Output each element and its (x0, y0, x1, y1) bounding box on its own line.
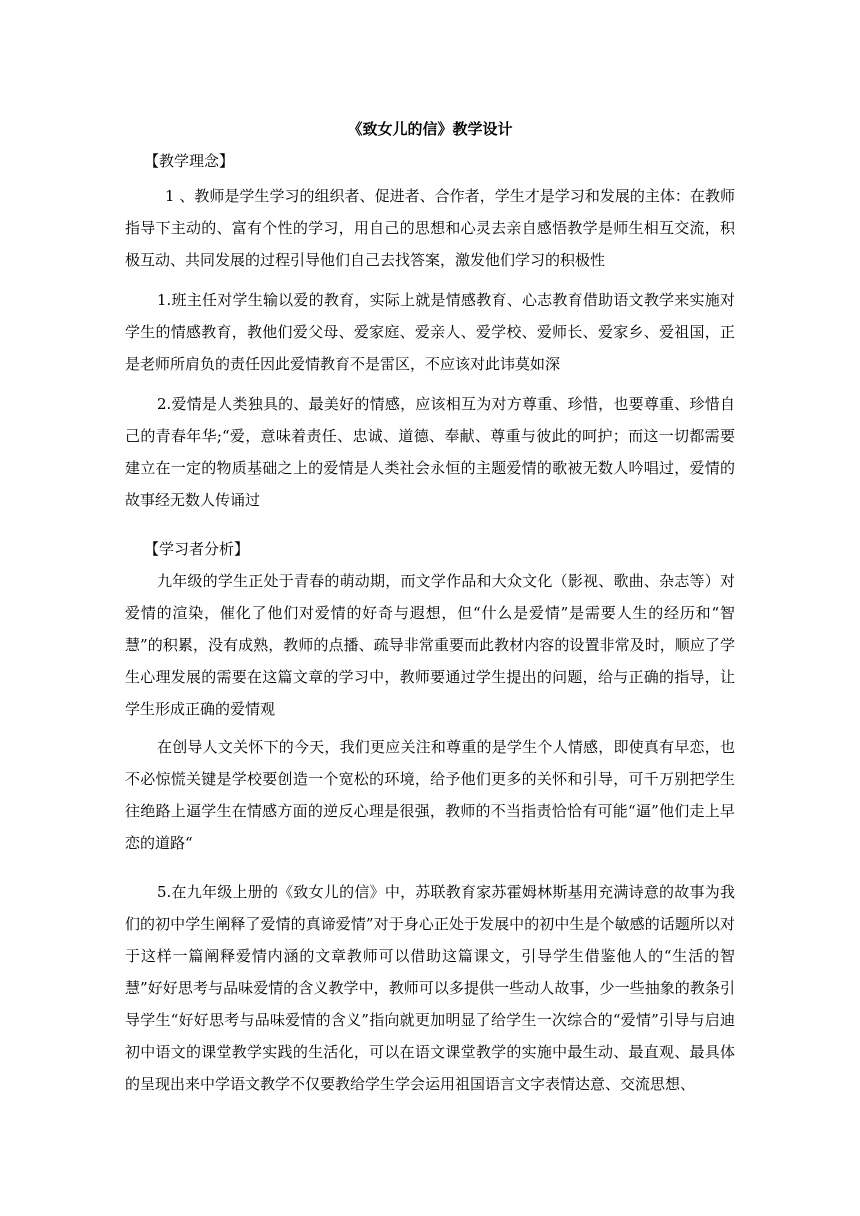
paragraph: 2.爱情是人类独具的、最美好的情感，应该相互为对方尊重、珍惜，也要尊重、珍惜自己的青春年华;“爱，意味着责任、忠诚、道德、奉献、尊重与彼此的呵护；而这一切都需要建立在一定的物质基础之上的爱情是人类社会永恒的主题爱情的歌被无数人吟唱过，爱情的故事经无数人传诵过 (125, 395, 735, 509)
document-title: 《致女儿的信》教学设计 (347, 120, 513, 138)
paragraph: 在创导人文关怀下的今天，我们更应关注和尊重的是学生个人情感，即使真有早恋，也不必惊慌关键是学校要创造一个宽松的环境，给予他们更多的关怀和引导，可千万别把学生往绝路上逼学生在情感方面的逆反心理是很强，教师的不当指责恰恰有可能“逼”他们走上早恋的道路“ (125, 738, 735, 852)
paragraph: 1 、教师是学生学习的组织者、促进者、合作者，学生才是学习和发展的主体：在教师指导下主动的、富有个性的学习，用自己的思想和心灵去亲自感悟教学是师生相互交流，积极互动、共同发展的过程引导他们自己去找答案，激发他们学习的积极性 (125, 187, 735, 269)
section-heading-teaching-philosophy: 【教学理念】 (144, 152, 235, 170)
section-heading-learner-analysis: 【学习者分析】 (144, 540, 250, 558)
paragraph: 5.在九年级上册的《致女儿的信》中，苏联教育家苏霍姆林斯基用充满诗意的故事为我们的初中学生阐释了爱情的真谛爱情”对于身心正处于发展中的初中生是个敏感的话题所以对于这样一篇阐释爱情内涵的文章教师可以借助这篇课文，引导学生借鉴他人的“生活的智慧”好好思考与品味爱情的含义教学中，教师可以多提供一些动人故事，少一些抽象的教条引导学生“好好思考与品味爱情的含义”指向就更加明显了给学生一次综合的“爱情”引导与启迪初中语文的课堂教学实践的生活化，可以在语文课堂教学的实施中最生动、最直观、最具体的呈现出来中学语文教学不仅要教给学生学会运用祖国语言文字表情达意、交流思想、 (125, 883, 735, 1093)
paragraph: 九年级的学生正处于青春的萌动期，而文学作品和大众文化（影视、歌曲、杂志等）对爱情的渲染，催化了他们对爱情的好奇与遐想，但“什么是爱情”是需要人生的经历和“智慧”的积累，没有成熟，教师的点播、疏导非常重要而此教材内容的设置非常及时，顺应了学生心理发展的需要在这篇文章的学习中，教师要通过学生提出的问题，给与正确的指导，让学生形成正确的爱情观 (125, 572, 735, 718)
paragraph: 1.班主任对学生输以爱的教育，实际上就是情感教育、心志教育借助语文教学来实施对学生的情感教育，教他们爱父母、爱家庭、爱亲人、爱学校、爱师长、爱家乡、爱祖国，正是老师所肩负的责任因此爱情教育不是雷区，不应该对此讳莫如深 (125, 291, 735, 373)
